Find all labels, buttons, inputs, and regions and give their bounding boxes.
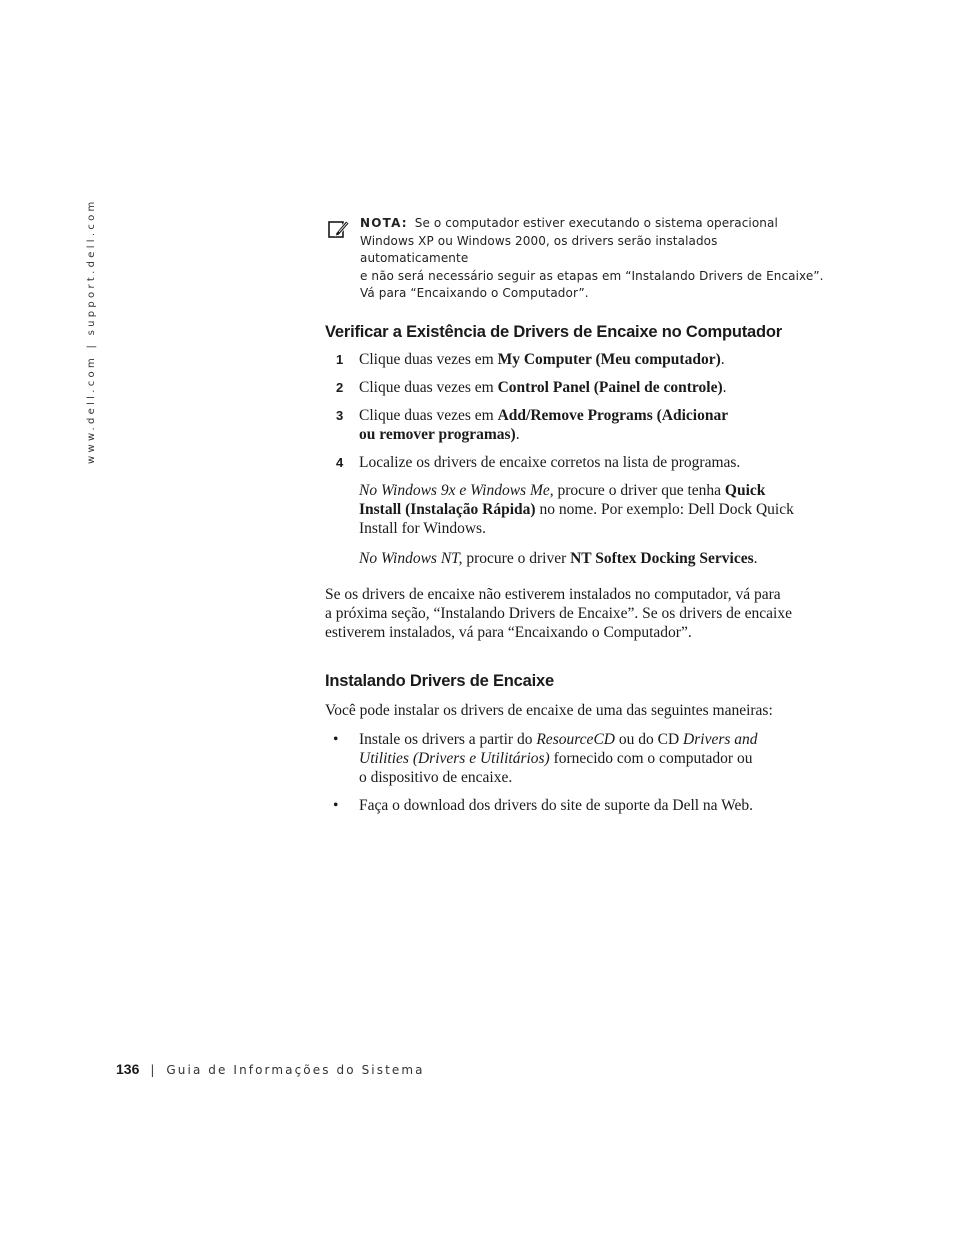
ui-term: Quick: [724, 481, 766, 499]
page-number: 136: [116, 1061, 140, 1077]
pencil-note-icon: [328, 219, 350, 239]
step-text: .: [720, 350, 725, 368]
bullet-list: [325, 730, 825, 815]
bullet-text: Faça o download dos drivers do site de suporte da Dell na Web.: [359, 796, 754, 814]
product-name: Utilities (Drivers e Utilitários): [359, 749, 550, 767]
ui-term: NT Softex Docking Services: [570, 549, 754, 567]
note-line: Vá para “Encaixando o Computador”.: [360, 286, 589, 300]
step-detail-nt: [325, 549, 825, 568]
step-number: 2: [336, 379, 344, 395]
step-number: 4: [336, 454, 344, 470]
bullet-text: ou do CD: [614, 730, 684, 748]
section-heading-install: Instalando Drivers de Encaixe: [325, 671, 554, 690]
bullet-mark: •: [333, 796, 339, 814]
detail-text: procure o driver que tenha: [553, 481, 725, 499]
os-name: No Windows 9x e Windows Me,: [359, 481, 554, 499]
product-name: ResourceCD: [536, 730, 615, 748]
sidebar-url-text: www.dell.com | support.dell.com: [86, 198, 97, 464]
step-text: .: [515, 425, 520, 443]
step-number: 3: [336, 407, 344, 423]
step-detail-9x: [325, 481, 825, 538]
detail-text: no nome. Por exemplo: Dell Dock Quick: [535, 500, 794, 518]
detail-text: procure o driver: [462, 549, 571, 567]
body-paragraph: [325, 585, 825, 642]
note-line: e não será necessário seguir as etapas em “Instalando Drivers de Encaixe”.: [360, 268, 824, 283]
footer-separator: |: [150, 1063, 155, 1077]
page-content: [325, 215, 825, 824]
step-item: [325, 378, 825, 397]
note-box: [325, 215, 825, 303]
step-text: Localize os drivers de encaixe corretos na lista de programas.: [359, 453, 741, 471]
bullet-text: fornecido com o computador ou: [549, 749, 753, 767]
sidebar-url: [86, 198, 100, 472]
step-item: [325, 453, 825, 472]
ui-term: Install (Instalação Rápida): [359, 500, 536, 518]
bullet-item: [325, 796, 825, 815]
paragraph-line: a próxima seção, “Instalando Drivers de Encaixe”. Se os drivers de encaixe: [325, 604, 792, 622]
footer-title: Guia de Informações do Sistema: [166, 1063, 425, 1077]
step-item: [325, 350, 825, 369]
note-text: [360, 215, 825, 303]
note-line: Se o computador estiver executando o sistema operacional: [414, 216, 778, 230]
note-label: NOTA:: [360, 216, 408, 230]
bullet-text: o dispositivo de encaixe.: [359, 768, 513, 786]
os-name: No Windows NT,: [359, 549, 463, 567]
paragraph-line: estiverem instalados, vá para “Encaixando o Computador”.: [325, 623, 692, 641]
step-text: .: [722, 378, 727, 396]
detail-text: .: [753, 549, 758, 567]
page-footer: [116, 1061, 425, 1077]
bullet-text: Instale os drivers a partir do: [359, 730, 537, 748]
intro-paragraph: Você pode instalar os drivers de encaixe de uma das seguintes maneiras:: [325, 701, 773, 719]
note-line: Windows XP ou Windows 2000, os drivers serão instalados automaticamente: [360, 233, 718, 265]
ui-term: My Computer (Meu computador): [497, 350, 721, 368]
section-heading-verify: Verificar a Existência de Drivers de Encaixe no Computador: [325, 322, 782, 341]
step-number: 1: [336, 351, 344, 367]
detail-text: Install for Windows.: [359, 519, 486, 537]
ui-term: Add/Remove Programs (Adicionar: [497, 406, 729, 424]
step-text: Clique duas vezes em: [359, 406, 498, 424]
ui-term: Control Panel (Painel de controle): [497, 378, 723, 396]
bullet-mark: •: [333, 730, 339, 748]
step-text: Clique duas vezes em: [359, 350, 498, 368]
steps-list: [325, 350, 825, 568]
product-name: Drivers and: [683, 730, 758, 748]
bullet-item: [325, 730, 825, 787]
step-item: [325, 406, 825, 444]
step-text: Clique duas vezes em: [359, 378, 498, 396]
ui-term: ou remover programas): [359, 425, 516, 443]
paragraph-line: Se os drivers de encaixe não estiverem instalados no computador, vá para: [325, 585, 781, 603]
